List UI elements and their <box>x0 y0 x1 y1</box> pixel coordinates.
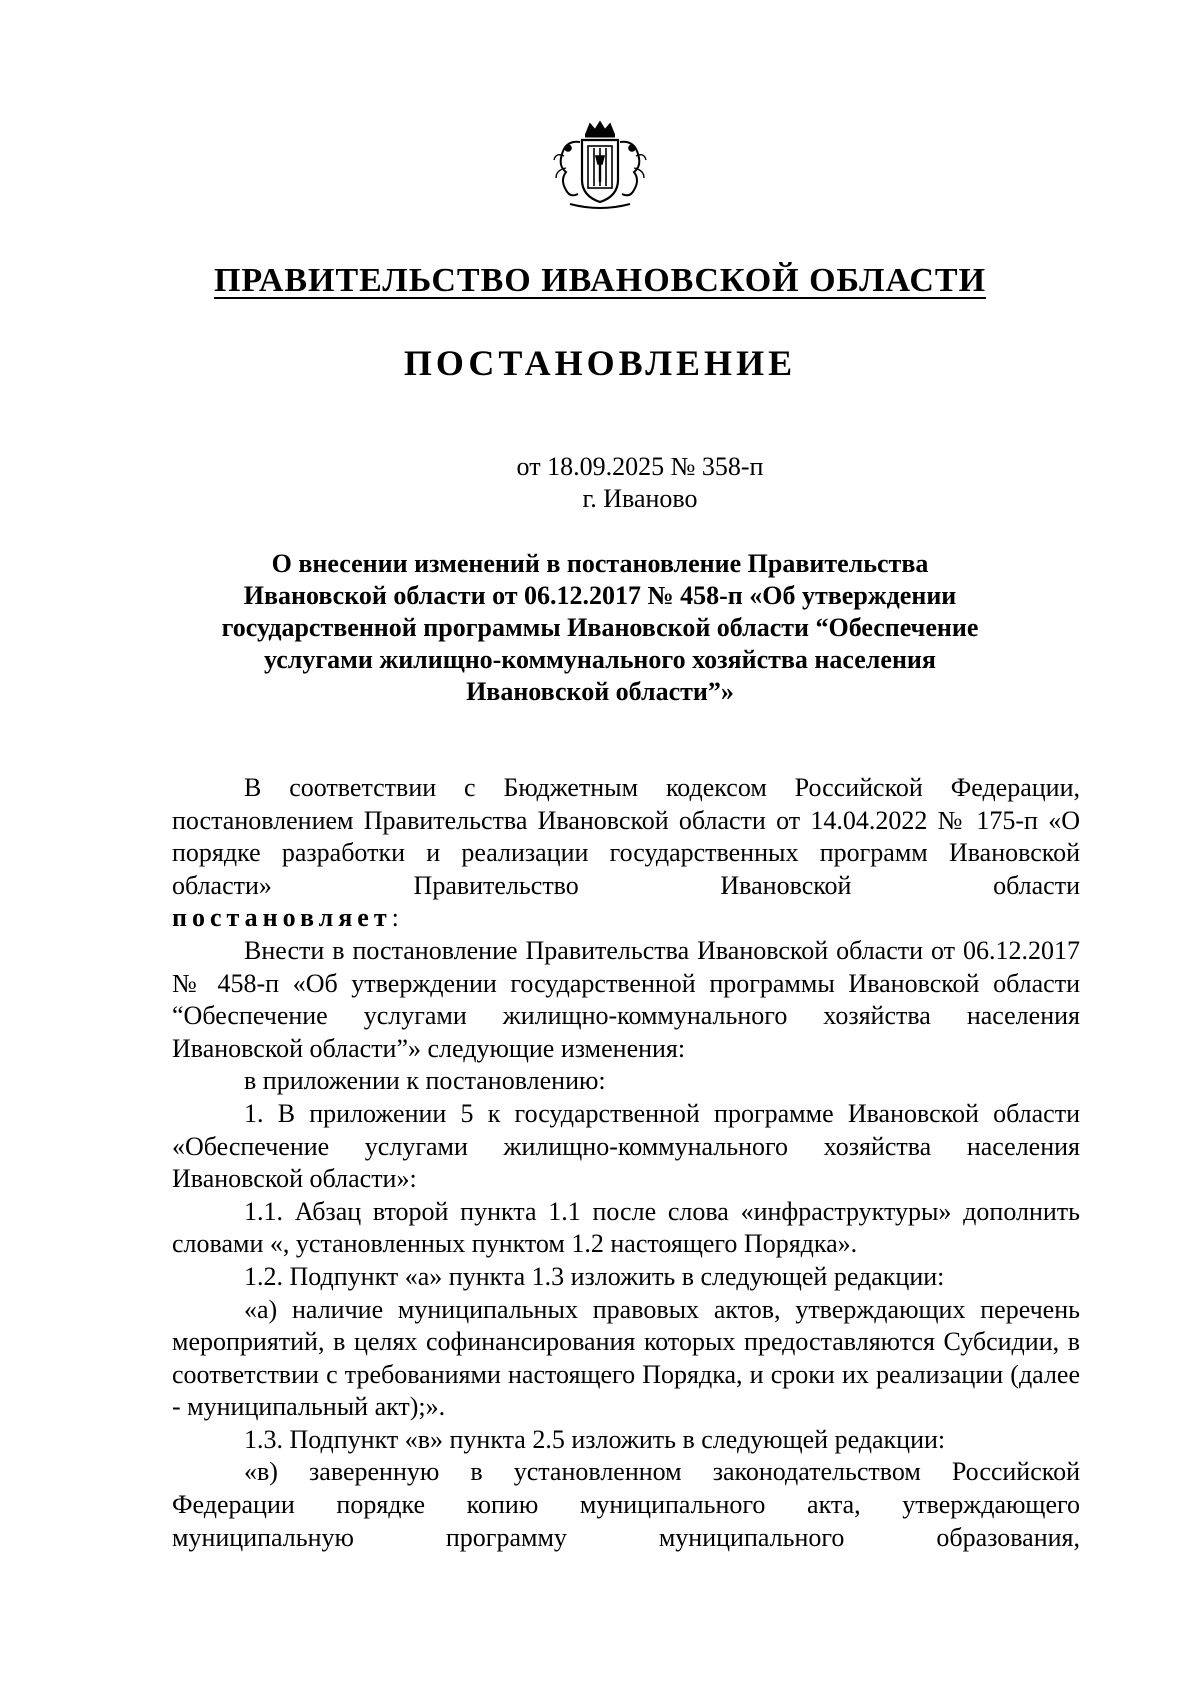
city: г. Иваново <box>582 484 698 513</box>
decree-word: постановляет <box>172 903 392 933</box>
subject-line: услугами жилищно-коммунального хозяйства населения <box>264 645 936 674</box>
document-body <box>172 772 1080 1554</box>
coat-of-arms-icon <box>552 120 648 212</box>
subject-line: Ивановской области”» <box>466 677 734 706</box>
paragraph: Внести в постановление Правительства Ивановской области от 06.12.2017 № 458-п «Об утверждении государственной программы Ивановской области “Обеспечение услугами жилищно-коммунального хозяйства населения Ивановской области”» следующие изменения: <box>172 935 1080 1063</box>
paragraph: «в) заверенную в установленном законодательством Российской Федерации порядке копию муниципального акта, утверждающего муниципальную программу муниципального образования, <box>172 1457 1080 1552</box>
paragraph: 1.3. Подпункт «в» пункта 2.5 изложить в следующей редакции: <box>244 1424 946 1454</box>
subject-line: Ивановской области от 06.12.2017 № 458-п «Об утверждении <box>243 581 957 610</box>
date-number-block <box>0 451 1200 515</box>
document-type-title: ПОСТАНОВЛЕНИЕ <box>403 343 797 383</box>
paragraph: 1.2. Подпункт «а» пункта 1.3 изложить в следующей редакции: <box>244 1261 945 1291</box>
decree-colon: : <box>391 903 399 933</box>
paragraph: в приложении к постановлению: <box>244 1066 606 1096</box>
subject-line: О внесении изменений в постановление Правительства <box>271 549 929 578</box>
date-number: от 18.09.2025 № 358-п <box>516 452 764 481</box>
paragraph: «а) наличие муниципальных правовых актов, утверждающих перечень мероприятий, в целях софинансирования которых предоставляются Субсидии, в соответствии с требованиями настоящего Порядка, и сроки их реализации (далее - муниципальный акт);». <box>172 1294 1080 1422</box>
organization-title: ПРАВИТЕЛЬСТВО ИВАНОВСКОЙ ОБЛАСТИ <box>213 262 987 299</box>
document-subject <box>150 548 1050 708</box>
paragraph: В соответствии с Бюджетным кодексом Российской Федерации, постановлением Правительства Ивановской области от 14.04.2022 № 175-п «О порядке разработки и реализации государственных программ Ивановской области» Правительство Ивановской области <box>172 773 1080 900</box>
paragraph: 1. В приложении 5 к государственной программе Ивановской области «Обеспечение услугами жилищно-коммунального хозяйства населения Ивановской области»: <box>172 1098 1080 1194</box>
paragraph: 1.1. Абзац второй пункта 1.1 после слова «инфраструктуры» дополнить словами «, установленных пунктом 1.2 настоящего Порядка». <box>172 1196 1080 1259</box>
subject-line: государственной программы Ивановской области “Обеспечение <box>221 613 979 642</box>
decree-line <box>172 902 1080 935</box>
